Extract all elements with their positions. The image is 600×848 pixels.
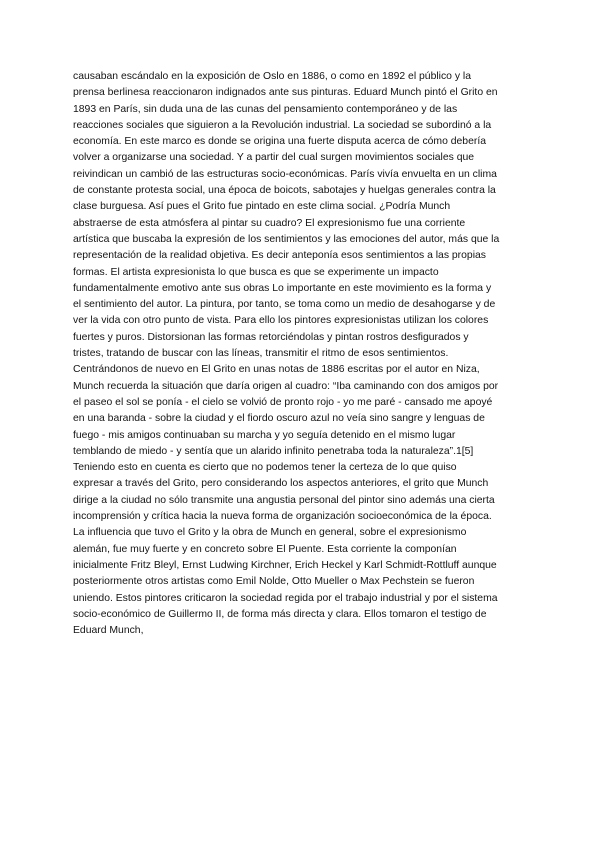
text-line: Munch recuerda la situación que daría origen al cuadro: “Iba caminando con dos amigos por [73,380,499,392]
text-line: Centrándonos de nuevo en El Grito en unas notas de 1886 escritas por el autor en Niza, [73,364,480,376]
text-line: alemán, fue muy fuerte y en concreto sobre El Puente. Esta corriente la componían [73,543,457,555]
text-line: el paseo el sol se ponía - el cielo se volvió de pronto rojo - yo me paré - cansado me apoyé [73,396,493,408]
text-line: incomprensión y crítica hacia la nueva forma de organización socioeconómica de la época. [73,511,492,523]
text-line: el sentimiento del autor. La pintura, por tanto, se toma como un medio de desahogarse y de [73,299,496,311]
text-line: uniendo. Estos pintores criticaron la sociedad regida por el trabajo industrial y por el sistema [73,592,498,604]
text-line: posteriormente otros artistas como Emil Nolde, Otto Mueller o Max Pechstein se fueron [73,576,475,588]
text-line: tristes, tratando de buscar con las líneas, transmitir el ritmo de esos sentimientos. [73,348,449,360]
text-line: causaban escándalo en la exposición de Oslo en 1886, o como en 1892 el público y la [73,71,472,82]
text-line: inicialmente Fritz Bleyl, Ernst Ludwing Kirchner, Erich Heckel y Karl Schmidt-Rottluff aunque [73,559,497,571]
text-line: 1893 en París, sin duda una de las cunas del pensamiento contemporáneo y de las [73,103,458,115]
text-line: economía. En este marco es donde se origina una fuerte disputa acerca de cómo debería [73,136,486,148]
text-line: reacciones sociales que siguieron a la Revolución industrial. La sociedad se subordinó a la [73,119,492,131]
text-line: reivindican un cambió de las estructuras socio-económicas. París vivía envuelta en un clima [73,168,497,180]
text-line: temblando de miedo - y sentía que un alarido infinito penetraba toda la naturaleza”.1[5] [73,445,474,457]
text-line: fundamentalmente emotivo ante sus obras Lo importante en este movimiento es la forma y [73,282,492,294]
text-line: volver a organizarse una sociedad. Y a partir del cual surgen movimientos sociales que [73,152,475,164]
text-line: abstraerse de esta atmósfera al pintar su cuadro? El expresionismo fue una corriente [73,217,466,229]
body-text [73,69,533,639]
text-line: socio-económico de Guillermo II, de forma más directa y clara. Ellos tomaron el testigo de [73,608,487,620]
text-line: expresar a través del Grito, pero considerando los aspectos anteriores, el grito que Munch [73,478,489,490]
text-line: Eduard Munch, [73,625,144,637]
text-line: fuertes y puros. Distorsionan las formas retorciéndolas y pintan rostros desfigurados y [73,331,469,343]
text-line: formas. El artista expresionista lo que busca es que se experimente un impacto [73,266,439,278]
text-line: representación de la realidad objetiva. Es decir anteponía esos sentimientos a las propias [73,250,486,262]
text-line: de constante protesta social, una época de boicots, sabotajes y huelgas generales contra la [73,185,496,197]
text-line: clase burguesa. Así pues el Grito fue pintado en este clima social. ¿Podría Munch [73,201,451,213]
text-line: La influencia que tuvo el Grito y la obra de Munch en general, sobre el expresionismo [73,527,467,539]
text-line: prensa berlinesa reaccionaron indignados ante sus pinturas. Eduard Munch pintó el Grito en [73,87,498,99]
text-line: en una baranda - sobre la ciudad y el fiordo oscuro azul no veía sino sangre y lenguas de [73,413,485,425]
text-line: Teniendo esto en cuenta es cierto que no podemos tener la certeza de lo que quiso [73,462,457,474]
text-line: artística que buscaba la expresión de los sentimientos y las emociones del autor, más que la [73,233,500,245]
text-line: dirige a la ciudad no sólo transmite una angustia personal del pintor sino además una cierta [73,494,495,506]
text-line: fuego - mis amigos continuaban su marcha y yo seguía detenido en el mismo lugar [73,429,456,441]
text-line: ver la vida con otro punto de vista. Para ello los pintores expresionistas utilizan los colores [73,315,489,327]
